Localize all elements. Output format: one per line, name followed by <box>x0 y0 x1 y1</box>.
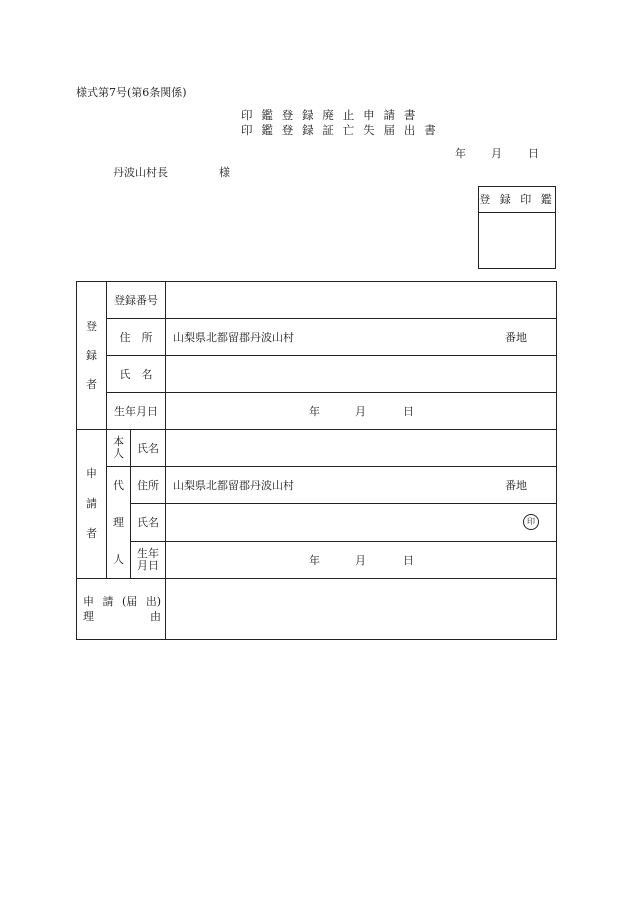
applicant-self-row <box>77 430 557 467</box>
registrant-address-field[interactable] <box>166 319 557 356</box>
registrant-birth-row <box>77 393 557 430</box>
registrant-side-label: 登 録 者 <box>77 282 107 430</box>
registrant-birth-day: 日 <box>403 405 414 418</box>
seal-mark-icon: 印 <box>523 514 539 530</box>
date-month-label: 月 <box>491 147 502 160</box>
addressee: 丹波山村長 <box>113 166 168 179</box>
registered-seal-label: 登 録 印 鑑 <box>479 187 555 213</box>
date-day-label: 日 <box>528 147 539 160</box>
addressee-honorific: 様 <box>219 166 230 179</box>
registered-seal-area[interactable] <box>479 213 555 268</box>
agent-address-value: 山梨県北都留郡丹波山村 <box>173 479 294 493</box>
self-name-label: 氏名 <box>131 430 166 467</box>
registrant-name-field[interactable] <box>166 356 557 393</box>
agent-birth-month: 月 <box>355 553 366 567</box>
agent-name-row <box>77 504 557 541</box>
agent-address-row <box>77 467 557 504</box>
registrant-birth-month: 月 <box>355 405 366 418</box>
registrant-address-row <box>77 319 557 356</box>
date-year-label: 年 <box>455 147 466 160</box>
registrant-birth-label: 生年月日 <box>107 393 166 430</box>
agent-name-field[interactable] <box>166 504 557 541</box>
agent-birth-label: 生年 月日 <box>131 541 166 578</box>
registrant-address-label: 住 所 <box>107 319 166 356</box>
reason-field[interactable] <box>166 579 557 640</box>
application-table <box>76 281 557 640</box>
form-title-loss: 印 鑑 登 録 証 亡 失 届 出 書 <box>241 123 439 137</box>
form-title-abolition: 印 鑑 登 録 廃 止 申 請 書 <box>241 108 418 122</box>
form-number: 様式第7号(第6条関係) <box>76 86 187 99</box>
agent-name-label: 氏名 <box>131 504 166 541</box>
agent-banchi-label: 番地 <box>505 479 527 493</box>
agent-birth-row <box>77 541 557 578</box>
agent-address-label: 住所 <box>131 467 166 504</box>
registration-number-label: 登録番号 <box>107 282 166 319</box>
agent-birth-day: 日 <box>403 553 414 567</box>
agent-label: 代 理 人 <box>107 467 131 579</box>
self-label: 本 人 <box>107 430 131 467</box>
agent-birth-field[interactable] <box>166 541 557 578</box>
registrant-banchi-label: 番地 <box>505 331 527 344</box>
registered-seal-box <box>478 186 556 269</box>
reason-row <box>77 579 557 640</box>
registration-number-field[interactable] <box>166 282 557 319</box>
registration-number-row <box>77 282 557 319</box>
applicant-side-label: 申 請 者 <box>77 430 107 579</box>
registrant-name-label: 氏 名 <box>107 356 166 393</box>
registrant-birth-year: 年 <box>309 405 320 418</box>
registrant-address-value: 山梨県北都留郡丹波山村 <box>173 331 294 344</box>
agent-address-field[interactable] <box>166 467 557 504</box>
reason-label: 申 請 (届 出) 理 由 <box>77 579 166 640</box>
registrant-name-row <box>77 356 557 393</box>
self-name-field[interactable] <box>166 430 557 467</box>
registrant-birth-field[interactable] <box>166 393 557 430</box>
agent-birth-year: 年 <box>309 553 320 567</box>
